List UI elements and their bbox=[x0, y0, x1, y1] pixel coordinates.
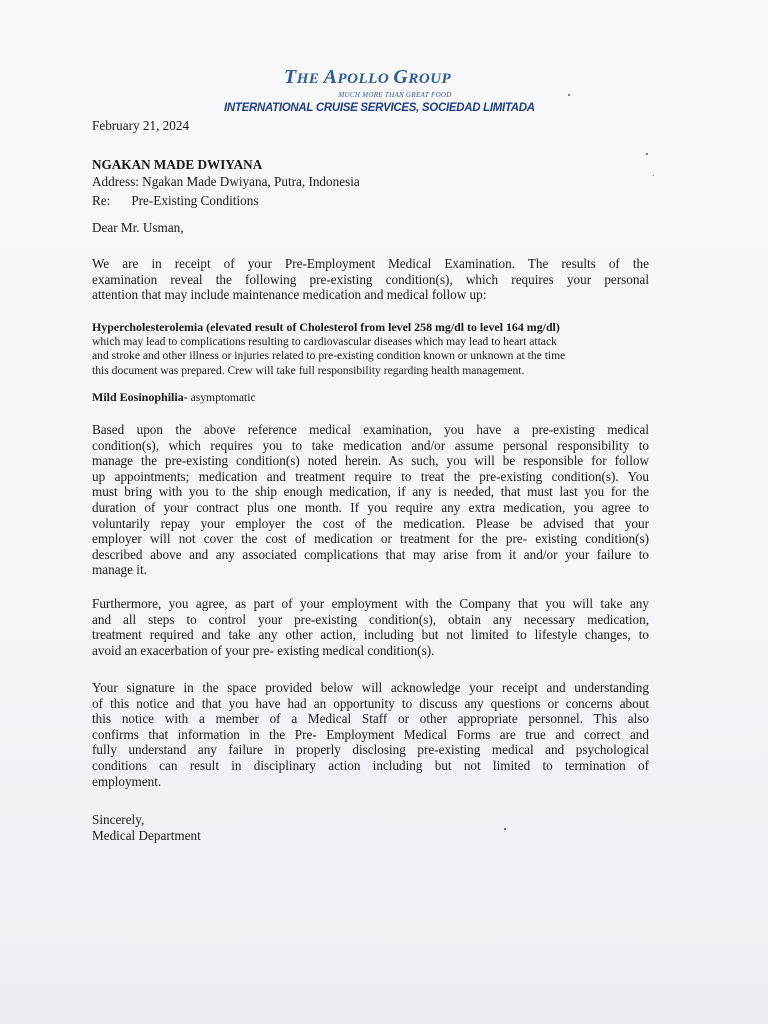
paper-speck bbox=[504, 828, 506, 830]
subject-text: Pre-Existing Conditions bbox=[131, 193, 259, 208]
salutation: Dear Mr. Usman, bbox=[92, 220, 184, 235]
condition-eosinophilia bbox=[92, 390, 649, 406]
subject-line bbox=[92, 193, 649, 209]
company-name-part: POLLO bbox=[337, 71, 394, 87]
paragraph-line: and all steps to control your pre-existing condition(s), obtain any necessary medication, bbox=[92, 611, 649, 627]
paragraph-line: attention that may include maintenance medication and medical follow up: bbox=[92, 287, 487, 303]
paragraph-line: up appointments; medication and treatment require to treat the pre-existing condition(s). You bbox=[92, 468, 649, 484]
company-name-part: HE bbox=[296, 71, 324, 87]
paragraph-line: this notice with a member of a Medical Staff or other appropriate personnel. This also bbox=[92, 711, 649, 727]
letter-date: February 21, 2024 bbox=[92, 118, 190, 133]
paragraph-line: duration of your contract plus one month. If you require any extra medication, you agree to bbox=[92, 499, 649, 515]
condition-title: Hypercholesterolemia (elevated result of Cholesterol from level 258 mg/dl to level 164 mg/dl) bbox=[92, 320, 560, 334]
paragraph-line: employment. bbox=[92, 773, 162, 789]
paragraph-line: employer will not cover the cost of medication or treatment for the pre- existing condition(s) bbox=[92, 531, 649, 547]
paragraph-line: manage the pre-existing condition(s) noted herein. As such, you will be responsible for follow bbox=[92, 453, 649, 469]
paragraph-line: must bring with you to the ship enough medication, if any is needed, that must last you for the bbox=[92, 484, 649, 500]
paragraph-line: fully understand any failure in properly disclosing pre-existing medical and psychological bbox=[92, 742, 649, 758]
agreement-paragraph bbox=[92, 596, 649, 658]
paper-speck bbox=[646, 153, 648, 155]
recipient-address: Address: Ngakan Made Dwiyana, Putra, Indonesia bbox=[92, 174, 360, 189]
condition-hypercholesterolemia bbox=[92, 320, 649, 378]
paragraph-line: Your signature in the space provided below will acknowledge your receipt and understanding bbox=[92, 680, 649, 695]
recipient-name: NGAKAN MADE DWIYANA bbox=[92, 157, 263, 172]
paragraph-line: of this notice and that you have had an opportunity to discuss any questions or concerns about bbox=[92, 695, 649, 711]
paper-speck bbox=[653, 175, 654, 176]
paragraph-line: conditions can result in disciplinary action including but not limited to termination of bbox=[92, 757, 649, 773]
responsibility-paragraph bbox=[92, 422, 649, 578]
paragraph-line: manage it. bbox=[92, 562, 147, 578]
paper-speck bbox=[568, 94, 570, 96]
company-subtitle: INTERNATIONAL CRUISE SERVICES, SOCIEDAD LIMITADA bbox=[224, 102, 535, 114]
paragraph-line: treatment required and take any other action, including but not limited to lifestyle changes, to bbox=[92, 627, 649, 643]
closing: Sincerely, bbox=[92, 812, 145, 827]
subject-label: Re: bbox=[92, 193, 111, 208]
paragraph-line: voluntarily repay your employer the cost of the medication. Please be advised that your bbox=[92, 515, 649, 531]
condition-detail-line: and stroke and other illness or injuries related to pre-existing condition known or unknown at the time bbox=[92, 349, 566, 362]
signatory: Medical Department bbox=[92, 828, 201, 843]
paragraph-line: Furthermore, you agree, as part of your employment with the Company that you will take any bbox=[92, 596, 649, 611]
company-name-part: A bbox=[323, 66, 338, 88]
company-name-part: G bbox=[393, 66, 409, 88]
paragraph-line: Based upon the above reference medical examination, you have a pre-existing medical bbox=[92, 422, 649, 437]
company-name-part: ROUP bbox=[408, 71, 452, 87]
paragraph-line: described above and any associated complications that may arise from it and/or your failure to bbox=[92, 546, 649, 562]
company-tagline: MUCH MORE THAN GREAT FOOD bbox=[338, 91, 452, 99]
condition-title: Mild Eosinophilia- bbox=[92, 390, 188, 404]
paragraph-line: examination reveal the following pre-existing condition(s), which requires your personal bbox=[92, 271, 649, 287]
paragraph-line: condition(s), which requires you to take medication and/or assume personal responsibility to bbox=[92, 437, 649, 453]
company-name bbox=[284, 66, 451, 89]
condition-note: asymptomatic bbox=[187, 391, 256, 404]
intro-paragraph bbox=[92, 256, 649, 303]
paragraph-line: avoid an exacerbation of your pre- existing medical condition(s). bbox=[92, 642, 435, 658]
condition-detail-line: this document was prepared. Crew will take full responsibility regarding health management. bbox=[92, 363, 525, 377]
paragraph-line: We are in receipt of your Pre-Employment Medical Examination. The results of the bbox=[92, 256, 649, 271]
acknowledgement-paragraph bbox=[92, 680, 649, 789]
company-name-part: T bbox=[284, 66, 297, 88]
paragraph-line: confirms that information in the Pre- Employment Medical Forms are true and correct and bbox=[92, 726, 649, 742]
condition-detail-line: which may lead to complications resulting to cardiovascular diseases which may lead to heart attack bbox=[92, 334, 557, 348]
